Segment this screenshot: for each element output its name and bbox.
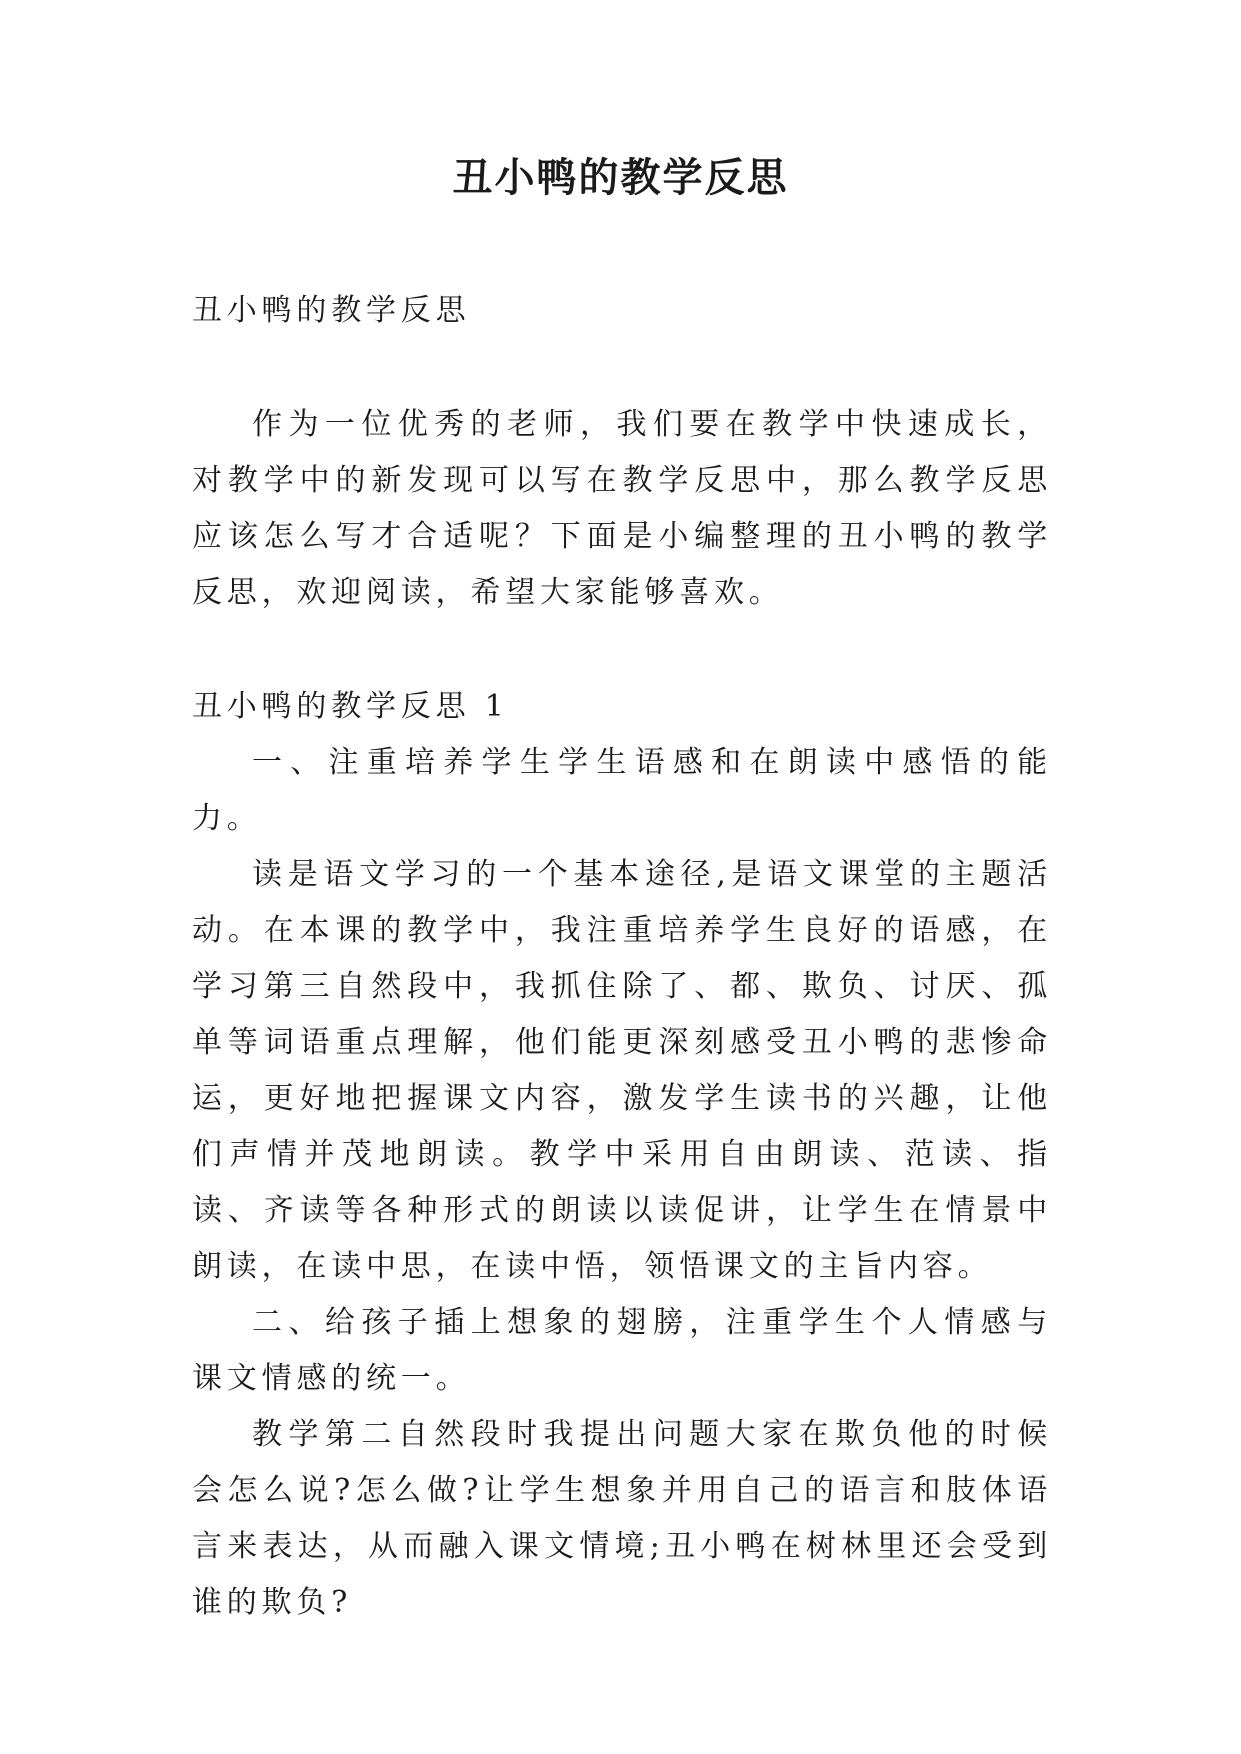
document-title: 丑小鸭的教学反思: [452, 154, 789, 201]
document-subtitle: 丑小鸭的教学反思: [192, 293, 471, 328]
intro-paragraph: 作为一位优秀的老师，我们要在教学中快速成长，对教学中的新发现可以写在教学反思中，那么教学反思应该怎么写才合适呢？下面是小编整理的丑小鸭的教学反思，欢迎阅读，希望大家能够喜欢。: [192, 407, 1052, 610]
section-point-1: 一、注重培养学生学生语感和在朗读中感悟的能力。: [192, 745, 1052, 836]
section-point-2: 二、给孩子插上想象的翅膀，注重学生个人情感与课文情感的统一。: [192, 1305, 1052, 1396]
body-paragraph: 读是语文学习的一个基本途径,是语文课堂的主题活动。在本课的教学中，我注重培养学生良好的语感，在学习第三自然段中，我抓住除了、都、欺负、讨厌、孤单等词语重点理解，他们能更深刻感受丑小鸭的悲惨命运，更好地把握课文内容，激发学生读书的兴趣，让他们声情并茂地朗读。教学中采用自由朗读、范读、指读、齐读等各种形式的朗读以读促讲，让学生在情景中朗读，在读中思，在读中悟，领悟课文的主旨内容。: [192, 857, 1052, 1284]
section-heading: 丑小鸭的教学反思 1: [192, 689, 509, 724]
document-body: [192, 283, 1052, 1631]
body-paragraph: 教学第二自然段时我提出问题大家在欺负他的时候会怎么说?怎么做?让学生想象并用自己的语言和肢体语言来表达，从而融入课文情境;丑小鸭在树林里还会受到谁的欺负?: [192, 1417, 1052, 1620]
